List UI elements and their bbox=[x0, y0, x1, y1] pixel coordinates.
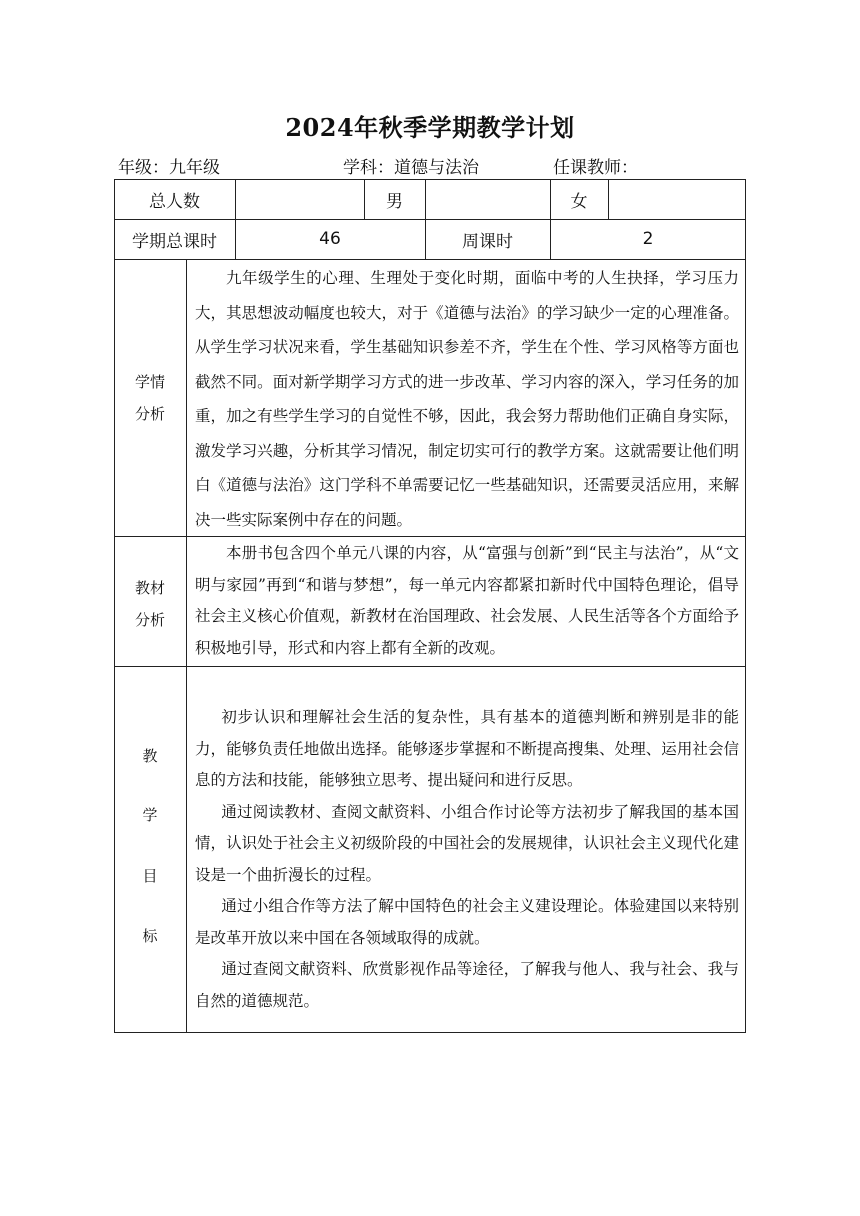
male-value bbox=[425, 179, 550, 219]
goal-paragraph: 初步认识和理解社会生活的复杂性，具有基本的道德判断和辨别是非的能力，能够负责任地做出选择。能够逐步掌握和不断提高搜集、处理、运用社会信息的方法和技能，能够独立思考、提出疑问和进行反思。 bbox=[195, 708, 739, 789]
female-label: 女 bbox=[570, 191, 588, 212]
subject-label: 学科：道德与法治 bbox=[343, 158, 479, 178]
total-students-value bbox=[235, 179, 364, 219]
page-title: 2024年秋季学期教学计划 bbox=[285, 113, 575, 142]
total-students-label: 总人数 bbox=[149, 191, 200, 212]
weekly-hours-value: 2 bbox=[642, 229, 654, 249]
grade-label: 年级：九年级 bbox=[118, 158, 220, 178]
semester-hours-value: 46 bbox=[319, 229, 341, 249]
textbook-analysis-text: 本册书包含四个单元八课的内容，从“富强与创新”到“民主与法治”，从“文明与家园”再到“和谐与梦想”，每一单元内容都紧扣新时代中国特色理论，倡导社会主义核心价值观，新教材在治国理政、社会发展、人民生活等各个方面给予积极地引导，形式和内容上都有全新的改观。 bbox=[195, 544, 739, 657]
goal-paragraph: 通过小组合作等方法了解中国特色的社会主义建设理论。体验建国以来特别是改革开放以来中国在各领域取得的成就。 bbox=[195, 897, 739, 947]
textbook-analysis-label: 教材 分析 bbox=[134, 579, 165, 629]
semester-hours-label: 学期总课时 bbox=[132, 231, 217, 252]
col-divider bbox=[186, 259, 187, 1033]
student-analysis-label: 学情 分析 bbox=[134, 373, 165, 423]
row-divider bbox=[114, 666, 746, 667]
teacher-label: 任课教师： bbox=[553, 158, 638, 178]
student-analysis-text: 九年级学生的心理、生理处于变化时期，面临中考的人生抉择，学习压力大，其思想波动幅度也较大，对于《道德与法治》的学习缺少一定的心理准备。从学生学习状况来看，学生基础知识参差不齐，学生在个性、学习风格等方面也截然不同。面对新学期学习方式的进一步改革、学习内容的深入，学习任务的加重，加之有些学生学习的自觉性不够，因此，我会努力帮助他们正确自身实际，激发学习兴趣，分析其学习情况，制定切实可行的教学方案。这就需要让他们明白《道德与法治》这门学科不单需要记忆一些基础知识，还需要灵活应用，来解决一些实际案例中存在的问题。 bbox=[195, 269, 739, 529]
teaching-goals-text bbox=[195, 702, 739, 1017]
goal-paragraph: 通过查阅文献资料、欣赏影视作品等途径，了解我与他人、我与社会、我与自然的道德规范。 bbox=[195, 960, 739, 1010]
teaching-goals-label: 教 学 目 标 bbox=[142, 747, 158, 945]
weekly-hours-label: 周课时 bbox=[462, 231, 513, 252]
male-label: 男 bbox=[386, 191, 403, 212]
goal-paragraph: 通过阅读教材、查阅文献资料、小组合作讨论等方法初步了解我国的基本国情，认识处于社会主义初级阶段的中国社会的发展规律，认识社会主义现代化建设是一个曲折漫长的过程。 bbox=[195, 802, 739, 884]
female-value bbox=[608, 179, 746, 219]
row-divider bbox=[114, 259, 746, 260]
